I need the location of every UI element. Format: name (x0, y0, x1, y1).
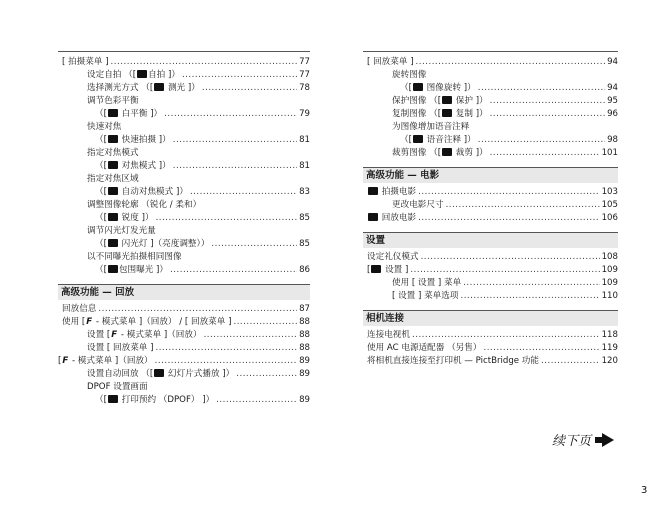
toc-page-number: 109 (601, 278, 618, 288)
toc-entry-text: 调节闪光灯发光量 (87, 226, 156, 236)
rotate-icon (413, 83, 423, 91)
toc-right-column (363, 51, 618, 368)
toc-entry[interactable] (58, 329, 310, 342)
bracketing-icon (108, 265, 118, 273)
toc-page-number: 85 (299, 239, 310, 249)
toc-page-number: 89 (299, 395, 310, 405)
toc-entry-title (87, 225, 156, 238)
toc-entry-title (87, 95, 139, 108)
toc-left-column (58, 51, 310, 407)
toc-page-number: 120 (601, 356, 618, 366)
toc-entry-title (95, 394, 214, 407)
leader-dots (216, 394, 297, 407)
section-heading-playback: 高级功能 — 回放 (58, 284, 310, 300)
toc-entry-text-suffix: - 模式菜单 ]（回放） (69, 356, 153, 366)
toc-entry[interactable] (58, 368, 310, 381)
movie-icon (368, 187, 378, 195)
toc-entry-title (62, 56, 109, 69)
toc-entry-text: 指定对焦区域 (87, 174, 139, 184)
section-entries (363, 183, 618, 225)
toc-entry-text: （[ (95, 265, 107, 275)
toc-entry-text: [ (367, 265, 371, 275)
toc-entry-title (58, 355, 153, 368)
toc-entry-text: 连接电视机 (367, 330, 410, 340)
toc-page-number: 118 (601, 330, 618, 340)
toc-page-number: 110 (601, 291, 618, 301)
toc-entry[interactable] (58, 82, 310, 95)
toc-entry-text-suffix: 保护 ]） (453, 96, 488, 106)
toc-entry-text: [ 回放菜单 ] (367, 57, 414, 67)
toc-entry-text-suffix: 幻灯片式播放 ]） (165, 369, 235, 379)
protect-icon (442, 96, 452, 104)
toc-entry[interactable] (363, 56, 618, 69)
toc-entry-title (87, 199, 201, 212)
play-icon (368, 213, 378, 221)
print-order-icon (108, 395, 118, 403)
toc-entry-title (392, 199, 444, 212)
toc-entry[interactable] (58, 160, 310, 173)
toc-entry-text: 设置 [ 回放菜单 ] (87, 343, 154, 353)
toc-page-number: 105 (601, 200, 618, 210)
copy-icon (442, 109, 452, 117)
toc-sections-right (363, 167, 618, 368)
toc-page-number: 77 (299, 70, 310, 80)
toc-entry-text-suffix: 快速拍摄 ]） (118, 135, 171, 145)
toc-entry-text: （[ (400, 135, 412, 145)
toc-entry-title (392, 69, 426, 82)
toc-entry-text: （[ (400, 83, 412, 93)
toc-entry[interactable] (363, 69, 618, 82)
leader-dots (204, 329, 298, 342)
toc-entry[interactable] (363, 264, 618, 277)
toc-entry-title (367, 342, 481, 355)
toc-entry-title (87, 329, 202, 342)
toc-entry-text: 使用 [ (62, 317, 86, 327)
toc-entry-text: 选择测光方式 （[ (87, 83, 154, 93)
toc-entry-title (95, 264, 168, 277)
toc-page-number: 108 (601, 252, 618, 262)
toc-entry-text: 调整图像轮廓 （锐化 / 柔和） (87, 200, 202, 210)
toc-entry-text-suffix: 白平衡 ]） (118, 109, 163, 119)
toc-entry-title (62, 316, 231, 329)
leader-dots (111, 56, 298, 69)
toc-entry[interactable] (58, 134, 310, 147)
toc-page-number: 98 (607, 135, 618, 145)
toc-entry[interactable] (363, 82, 618, 95)
toc-entry-text-suffix: 自拍 ]） (148, 70, 180, 80)
toc-entry[interactable] (58, 355, 310, 368)
toc-entry-text-suffix: 裁剪 ]） (453, 148, 488, 158)
toc-page-number: 95 (607, 96, 618, 106)
toc-page-number: 81 (299, 135, 310, 145)
toc-entry[interactable] (58, 342, 310, 355)
leader-dots (182, 69, 297, 82)
toc-entry-text: （[ (95, 187, 107, 197)
toc-entry-text-suffix: 锐度 ]） (118, 213, 154, 223)
toc-entry-text: 以不同曝光拍摄相同图像 (87, 252, 182, 262)
toc-entry[interactable] (58, 173, 310, 186)
toc-entry-title (367, 186, 416, 199)
toc-page-number: 88 (299, 317, 310, 327)
flash-icon (108, 239, 118, 247)
toc-entry[interactable] (363, 108, 618, 121)
leader-dots (98, 303, 297, 316)
f-mode-icon: F (86, 317, 93, 327)
toc-entry[interactable] (58, 251, 310, 264)
toc-entry-text-suffix: 图像旋转 ]） (423, 83, 476, 93)
toc-entry[interactable] (58, 303, 310, 316)
toc-page-number: 96 (607, 109, 618, 119)
section-heading: 高级功能 — 电影 (363, 167, 618, 183)
toc-entry-text: 使用 [ 设置 ] 菜单 (392, 278, 462, 288)
toc-entry[interactable] (58, 264, 310, 277)
toc-entry-text: 设置 [ (87, 330, 111, 340)
toc-entry[interactable] (58, 394, 310, 407)
leader-dots (412, 329, 600, 342)
leader-dots (416, 56, 606, 69)
leader-dots (155, 342, 297, 355)
leader-dots (446, 199, 600, 212)
leader-dots (155, 355, 297, 368)
toc-entry-title (400, 82, 476, 95)
toc-entry-text: （[ (95, 213, 107, 223)
toc-page-number: 106 (601, 213, 618, 223)
toc-entry-text-suffix: 打印预约 （DPOF） ]） (118, 395, 215, 405)
toc-entry-text: （[ (95, 239, 107, 249)
toc-page-number: 79 (299, 109, 310, 119)
leader-dots (541, 355, 600, 368)
toc-entry[interactable] (363, 199, 618, 212)
toc-entry[interactable] (363, 147, 618, 160)
toc-entry-title (95, 212, 154, 225)
toc-page-number: 88 (299, 343, 310, 353)
leader-dots (173, 160, 297, 173)
toc-page-number: 81 (299, 161, 310, 171)
toc-entry-text: 设定礼仪模式 (367, 252, 419, 262)
toc-entry[interactable] (58, 147, 310, 160)
toc-entry-text-suffix: 语音注释 ]） (423, 135, 476, 145)
leader-dots (236, 368, 297, 381)
toc-entry-text-suffix: 对焦模式 ]） (118, 161, 171, 171)
toc-entry-text-suffix: 设置 ] (382, 265, 409, 275)
slideshow-icon (154, 369, 164, 377)
toc-entry-text-suffix: - 模式菜单 ]（回放） (118, 330, 202, 340)
toc-entry[interactable] (58, 199, 310, 212)
toc-entry-text-suffix: 测光 ]） (165, 83, 200, 93)
f-mode-icon: F (111, 330, 118, 340)
toc-entry-title (392, 121, 469, 134)
toc-entry-text: （[ (95, 135, 107, 145)
quick-af-icon (108, 135, 118, 143)
toc-entry-text-suffix: 包围曝光 ]） (118, 265, 169, 275)
leader-dots (490, 147, 600, 160)
toc-entry-title (392, 147, 488, 160)
leader-dots (490, 108, 605, 121)
section-entries (363, 326, 618, 368)
toc-entry[interactable] (58, 56, 310, 69)
toc-page-number: 88 (299, 330, 310, 340)
toc-entry-title (367, 329, 410, 342)
toc-entry-title (95, 238, 209, 251)
toc-page-number: 89 (299, 356, 310, 366)
toc-entry[interactable] (363, 251, 618, 264)
toc-page-number: 83 (299, 187, 310, 197)
toc-entry[interactable] (363, 329, 618, 342)
voice-memo-icon (413, 135, 423, 143)
leader-dots (463, 277, 599, 290)
toc-entry-title (87, 173, 139, 186)
toc-page-number: 94 (607, 57, 618, 67)
leader-dots (490, 95, 605, 108)
leader-dots (478, 134, 605, 147)
toc-entry-text-suffix: 自动对焦模式 ]） (118, 187, 188, 197)
toc-entry[interactable] (363, 121, 618, 134)
toc-entry-text: 更改电影尺寸 (392, 200, 444, 210)
toc-entry-text: 复制图像 （[ (392, 109, 442, 119)
toc-entry-title (367, 251, 419, 264)
toc-entry-text-suffix: 拍摄电影 (379, 187, 417, 197)
leader-dots (211, 238, 297, 251)
leader-dots (164, 108, 297, 121)
section-entries (363, 248, 618, 303)
leader-dots (190, 186, 297, 199)
toc-entries-playback (58, 300, 310, 407)
toc-entry[interactable] (58, 316, 310, 329)
toc-entry-title (87, 381, 148, 394)
toc-entry-text: 旋转图像 (392, 70, 427, 80)
toc-entry-title (87, 82, 200, 95)
toc-entry-text: DPOF 设置画面 (87, 382, 148, 392)
toc-entry-text: （[ (95, 109, 107, 119)
f-mode-icon: F (62, 356, 69, 366)
toc-entry[interactable] (58, 95, 310, 108)
toc-entry-text: 快速对焦 (87, 122, 122, 132)
toc-entry-text: 裁剪图像 （[ (392, 148, 442, 158)
sharpness-icon (108, 213, 118, 221)
toc-entry-text: （[ (95, 161, 107, 171)
leader-dots (156, 212, 298, 225)
toc-page-number: 77 (299, 57, 310, 67)
toc-entry-text: 为图像增加语音注释 (392, 122, 470, 132)
toc-entry-text: 设定自拍 （[ (87, 70, 137, 80)
toc-entry-title (367, 56, 414, 69)
toc-entry-title (95, 160, 171, 173)
continued-next-page (552, 430, 614, 449)
toc-entry[interactable] (58, 238, 310, 251)
toc-entry[interactable] (58, 186, 310, 199)
leader-dots (202, 82, 297, 95)
toc-entry-title (62, 303, 96, 316)
toc-page-number: 103 (601, 187, 618, 197)
toc-entry-title (95, 134, 171, 147)
toc-entry[interactable] (363, 186, 618, 199)
page-number: 3 (641, 485, 648, 496)
toc-entry-title (400, 134, 476, 147)
toc-entry[interactable] (58, 69, 310, 82)
toc-entry[interactable] (58, 121, 310, 134)
toc-entry-text: 设置自动回放 （[ (87, 369, 154, 379)
toc-entry[interactable] (363, 342, 618, 355)
toc-page-number: 119 (601, 343, 618, 353)
leader-dots (421, 251, 600, 264)
toc-page-number: 87 (299, 304, 310, 314)
leader-dots (460, 290, 599, 303)
toc-entry[interactable] (58, 212, 310, 225)
leader-dots (418, 186, 599, 199)
toc-entry-title (367, 264, 408, 277)
toc-entry-title (87, 121, 121, 134)
af-mode-icon (108, 187, 118, 195)
toc-entry[interactable] (58, 225, 310, 238)
toc-entry[interactable] (363, 95, 618, 108)
leader-dots (410, 264, 599, 277)
leader-dots (173, 134, 297, 147)
section-heading: 相机连接 (363, 310, 618, 326)
toc-entry-text: 将相机直接连接至打印机 — PictBridge 功能 (367, 356, 539, 366)
toc-entries-right (363, 52, 618, 160)
setup-icon (371, 265, 381, 273)
toc-entry-text: [ 设置 ] 菜单选项 (392, 291, 459, 301)
toc-entry[interactable] (58, 381, 310, 394)
white-balance-icon (108, 109, 118, 117)
trim-icon (442, 148, 452, 156)
toc-entry-title (367, 355, 539, 368)
toc-page-number: 78 (299, 83, 310, 93)
toc-entry-title (87, 368, 234, 381)
toc-page-number: 86 (299, 265, 310, 275)
toc-entry-title (392, 95, 488, 108)
toc-entry-title (367, 212, 416, 225)
toc-entry-text: 使用 AC 电源适配器 （另售） (367, 343, 482, 353)
toc-entry-title (87, 342, 153, 355)
toc-entry-text-suffix: 复制 ]） (453, 109, 488, 119)
leader-dots (233, 316, 297, 329)
toc-entry-text-suffix: 闪光灯 ]（亮度调整）） (118, 239, 210, 249)
toc-page-number: 89 (299, 369, 310, 379)
toc-entry-text: 指定对焦模式 (87, 148, 139, 158)
toc-entry[interactable] (363, 277, 618, 290)
toc-entry-title (87, 69, 180, 82)
toc-entry-title (392, 277, 461, 290)
continued-label: 续下页 (552, 434, 592, 449)
toc-page-number: 101 (601, 148, 618, 158)
toc-entry[interactable] (363, 355, 618, 368)
arrow-right-icon (595, 433, 614, 447)
leader-dots (483, 342, 599, 355)
toc-page-number: 94 (607, 83, 618, 93)
toc-entry-text-suffix: 回放电影 (379, 213, 417, 223)
toc-entry-title (95, 186, 188, 199)
leader-dots (418, 212, 599, 225)
leader-dots (478, 82, 605, 95)
toc-entry-title (392, 108, 488, 121)
toc-entry[interactable] (363, 134, 618, 147)
toc-entry-text: [ (58, 356, 62, 366)
toc-entry-text: （[ (95, 395, 107, 405)
metering-icon (154, 83, 164, 91)
toc-entry-text: 回放信息 (62, 304, 97, 314)
toc-entry[interactable] (363, 290, 618, 303)
toc-page-number: 85 (299, 213, 310, 223)
toc-entry-title (87, 251, 182, 264)
section-heading: 设置 (363, 232, 618, 248)
toc-page-number: 109 (601, 265, 618, 275)
toc-entries-left (58, 52, 310, 277)
self-timer-icon (137, 70, 147, 78)
toc-entry-text: [ 拍摄菜单 ] (62, 57, 109, 67)
leader-dots (170, 264, 297, 277)
toc-entry-title (87, 147, 139, 160)
toc-entry[interactable] (363, 212, 618, 225)
toc-entry-text: 调节色彩平衡 (87, 96, 139, 106)
focus-mode-icon (108, 161, 118, 169)
toc-entry[interactable] (58, 108, 310, 121)
toc-entry-text: 保护图像 （[ (392, 96, 442, 106)
toc-entry-text-suffix: - 模式菜单 ]（回放） / [ 回放菜单 ] (93, 317, 232, 327)
toc-entry-title (392, 290, 458, 303)
toc-entry-title (95, 108, 162, 121)
